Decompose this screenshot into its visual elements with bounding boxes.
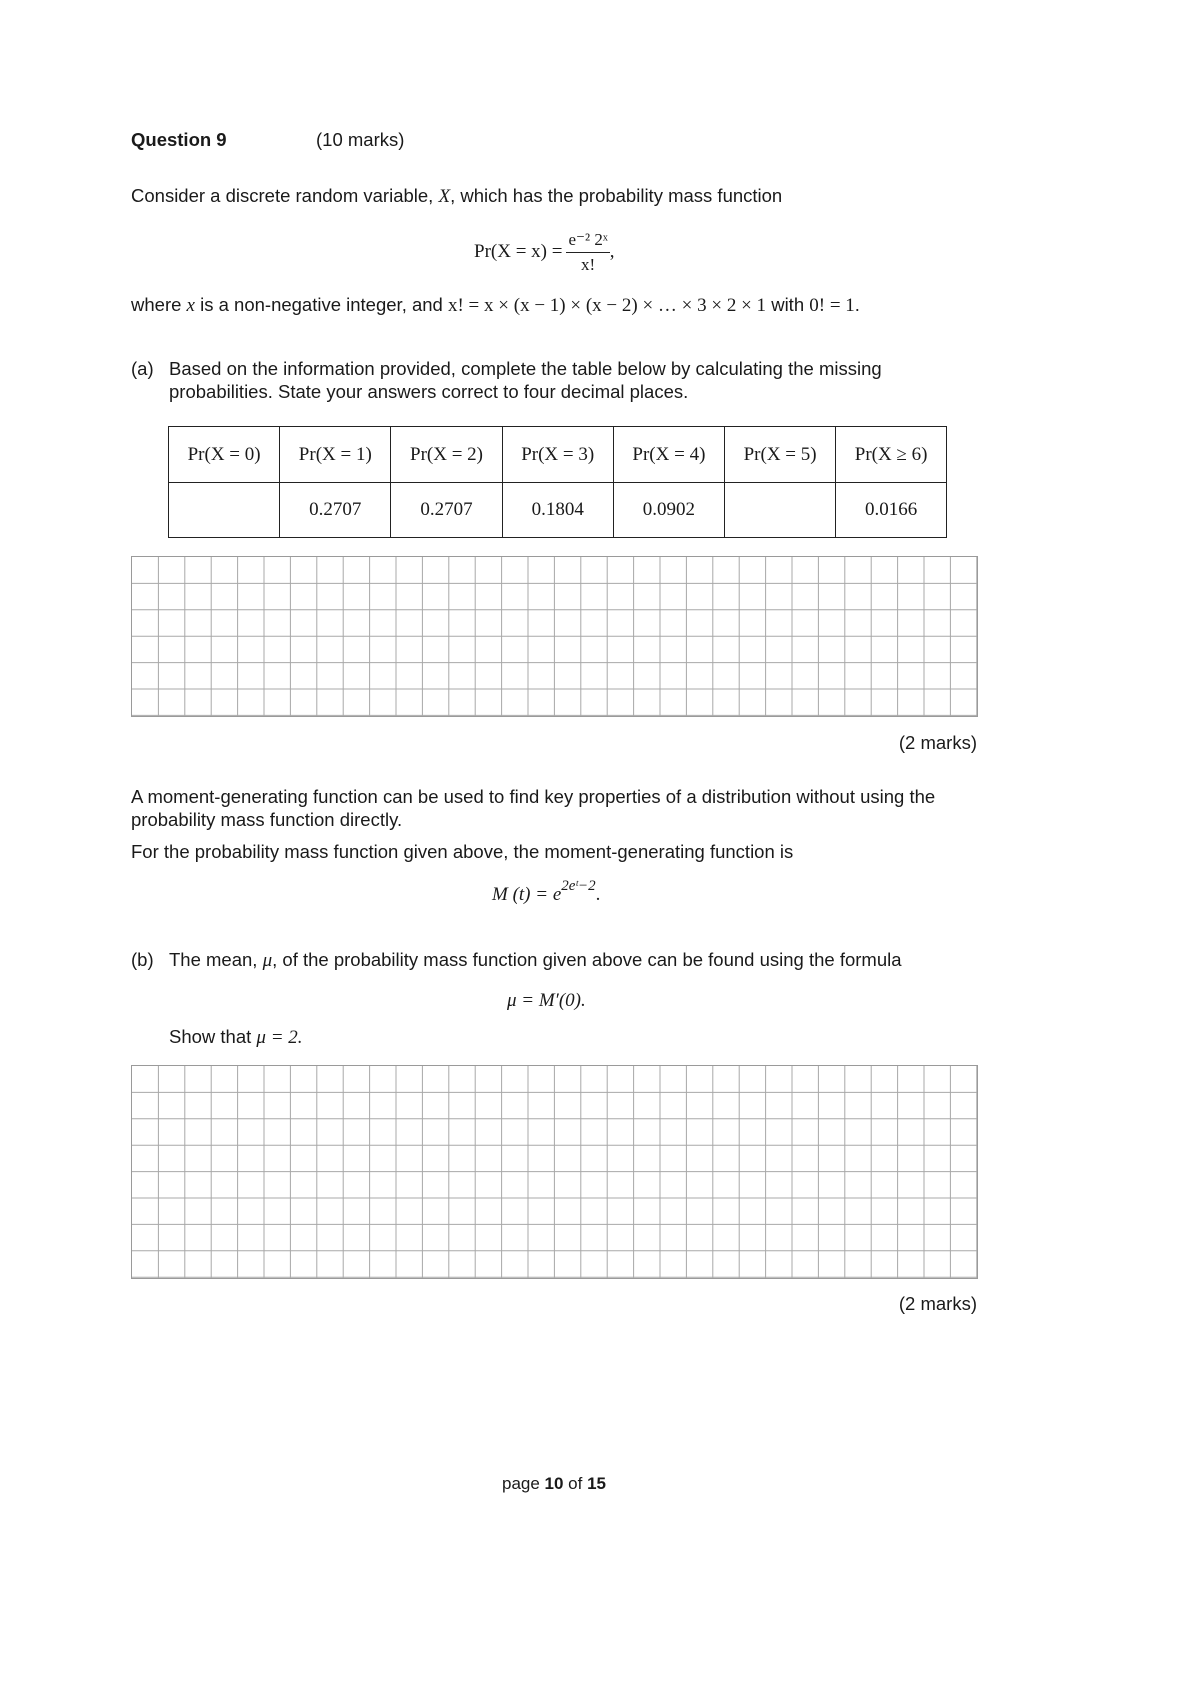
pmf-numerator: e⁻² 2ˣ (566, 230, 609, 253)
page-number: 10 (544, 1474, 564, 1493)
part-b-text-before: The mean, (169, 949, 263, 970)
part-a-label: (a) (131, 358, 154, 379)
mgf-text-line1: A moment-generating function can be used to find key properties of a distribution without using the (131, 786, 936, 807)
table-value-cell: 0.1804 (502, 483, 613, 538)
show-that-formula: μ = 2. (256, 1027, 303, 1048)
where-variable: x (186, 295, 195, 316)
part-b-text-after: , of the probability mass function given above can be found using the formula (272, 949, 902, 970)
intro-variable: X (438, 186, 451, 207)
part-a-text-line2: probabilities. State your answers correct to four decimal places. (169, 381, 689, 402)
mgf-text-line3: For the probability mass function given above, the moment-generating function is (131, 841, 794, 862)
part-b-marks: (2 marks) (898, 1293, 977, 1314)
table-header-row (169, 427, 947, 483)
mu-symbol: μ (262, 950, 273, 971)
pmf-lhs: Pr(X = x) = (474, 241, 563, 262)
probability-table (168, 426, 947, 538)
pmf-fraction (566, 230, 609, 275)
table-value-cell: 0.2707 (280, 483, 391, 538)
table-value-cell: 0.0166 (836, 483, 947, 538)
factorial-formula: x! = x × (x − 1) × (x − 2) × … × 3 × 2 × 1 (447, 295, 767, 316)
page-prefix: page (501, 1474, 545, 1493)
working-grid-b[interactable] (131, 1065, 978, 1279)
mean-formula (507, 990, 586, 1012)
mgf-exponent: 2eᵗ−2 (561, 878, 596, 894)
page-total: 15 (587, 1474, 606, 1493)
mgf-text-line2: probability mass function directly. (131, 809, 403, 830)
page-footer (0, 1474, 1108, 1494)
mgf-end: . (595, 884, 601, 905)
table-header-cell: Pr(X = 4) (613, 427, 724, 483)
where-text-mid: is a non-negative integer, and (194, 294, 448, 315)
question-title: Question 9 (131, 129, 227, 150)
table-answer-cell[interactable] (169, 483, 280, 538)
zero-factorial: 0! = 1 (809, 295, 855, 316)
question-marks: (10 marks) (316, 129, 405, 150)
show-that-line (169, 1025, 303, 1050)
table-value-cell: 0.2707 (391, 483, 502, 538)
mgf-formula (492, 872, 601, 905)
part-a-marks: (2 marks) (898, 732, 977, 753)
page-of: of (563, 1474, 588, 1493)
where-end: . (854, 294, 860, 315)
show-that-text: Show that (169, 1026, 257, 1047)
where-text-before: where (131, 294, 187, 315)
table-header-cell: Pr(X = 2) (391, 427, 502, 483)
table-value-row (169, 483, 947, 538)
grid-lines-b (132, 1066, 977, 1278)
intro-text-before: Consider a discrete random variable, (131, 185, 439, 206)
part-a-text-line1: Based on the information provided, complete the table below by calculating the missing (169, 358, 882, 379)
table-answer-cell[interactable] (725, 483, 836, 538)
mean-formula-text: μ = M′(0). (507, 990, 586, 1011)
table-value-cell: 0.0902 (613, 483, 724, 538)
where-line (131, 293, 860, 318)
working-grid-a[interactable] (131, 556, 978, 717)
table-header-cell: Pr(X = 3) (502, 427, 613, 483)
intro-text-after: , which has the probability mass function (450, 185, 783, 206)
pmf-formula (474, 224, 614, 280)
part-b-text (169, 948, 902, 973)
pmf-denominator: x! (581, 254, 596, 274)
where-with: with (766, 294, 810, 315)
grid-lines-a (132, 557, 977, 716)
intro-line (131, 184, 782, 209)
pmf-comma: , (609, 241, 615, 262)
table-header-cell: Pr(X ≥ 6) (836, 427, 947, 483)
table-header-cell: Pr(X = 1) (280, 427, 391, 483)
part-b-label: (b) (131, 949, 154, 970)
mgf-lhs: M (t) = e (492, 884, 562, 905)
table-header-cell: Pr(X = 5) (725, 427, 836, 483)
table-header-cell: Pr(X = 0) (169, 427, 280, 483)
